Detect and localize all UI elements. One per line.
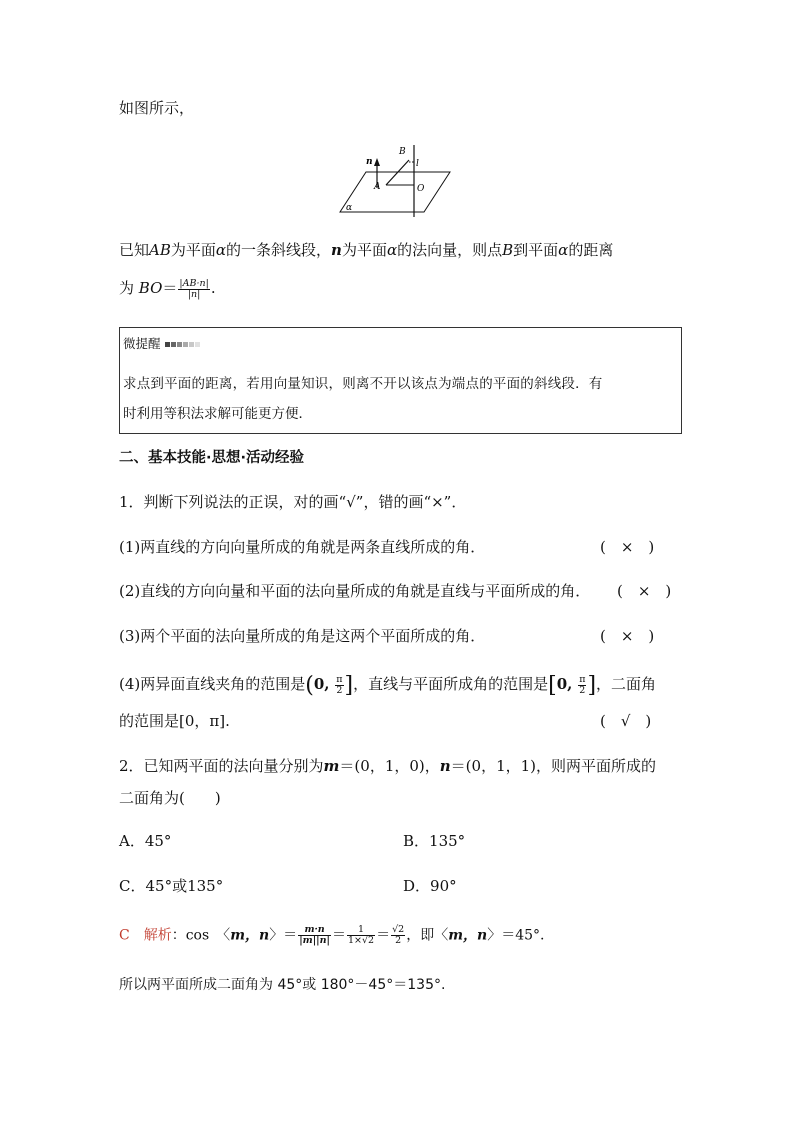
q2-option-c: C．45°或135° xyxy=(119,877,224,895)
q2-option-d: D．90° xyxy=(403,877,457,895)
q2-stem-line-1: 2．已知两平面的法向量分别为m＝(0，1，0)，n＝(0，1，1)，则两平面所成的 xyxy=(119,757,657,775)
label-O: O xyxy=(417,184,425,194)
q2-stem-line-2: 二面角为( ) xyxy=(119,789,221,807)
distance-fraction: $\frac{|AB\cdot n|}{|n|}$ xyxy=(179,277,209,300)
tip-dot xyxy=(195,342,200,347)
label-B: B xyxy=(399,147,406,157)
plane-alpha xyxy=(340,172,450,212)
tip-box xyxy=(119,327,682,434)
q1-answer-1: ( × ) xyxy=(600,538,655,556)
label-n: n xyxy=(366,157,373,167)
section-heading: 二、基本技能·思想·活动经验 xyxy=(119,450,305,466)
q1-answer-3: ( × ) xyxy=(600,627,655,645)
pi-over-2: $\frac{\pi}{2}$ xyxy=(579,673,586,696)
arrow-head xyxy=(374,158,380,166)
pi-over-2: $\frac{\pi}{2}$ xyxy=(336,673,343,696)
tip-dot xyxy=(165,342,170,347)
tip-title: 微提醒 xyxy=(123,334,201,352)
q1-item-4-line-2: 的范围是[0，π]. xyxy=(119,712,230,730)
label-l: l xyxy=(416,159,419,169)
solution-label: 解析 xyxy=(143,927,172,944)
plane-figure xyxy=(336,140,456,220)
q1-item-1: (1)两直线的方向向量所成的角就是两条直线所成的角． xyxy=(119,538,486,556)
definition-line-2: 为 BO＝ $\frac{|AB\cdot n|}{|n|}$ . xyxy=(119,277,216,300)
definition-line-1: 已知AB为平面α的一条斜线段，n为平面α的法向量，则点B到平面α的距离 xyxy=(119,241,614,259)
q1-answer-4: ( √ ) xyxy=(600,712,652,730)
label-alpha: α xyxy=(346,203,353,213)
q2-solution-line-1: C 解析：cos 〈m，n〉＝ $\frac{m\cdot n}{|m||n|}$ ＝ $\frac{1}{1\times√2}$ ＝ $\frac{√2}{2}$ ，即〈m，n〉＝45°. xyxy=(119,924,545,946)
tip-line-1: 求点到平面的距离，若用向量知识，则离不开以该点为端点的平面的斜线段．有 xyxy=(123,376,603,392)
tip-dot xyxy=(171,342,176,347)
tip-line-2: 时利用等积法求解可能更方便． xyxy=(123,406,312,422)
tip-dots xyxy=(165,336,201,351)
q2-option-a: A．45° xyxy=(119,832,172,850)
tip-dot xyxy=(189,342,194,347)
tip-dot xyxy=(183,342,188,347)
label-A: A xyxy=(374,182,381,192)
one-over-root2: $\frac{1}{1\times√2}$ xyxy=(347,924,375,946)
answer-letter: C xyxy=(119,927,130,944)
q1-item-3: (3)两个平面的法向量所成的角是这两个平面所成的角． xyxy=(119,627,486,645)
cos-fraction: $\frac{m\cdot n}{|m||n|}$ xyxy=(299,924,330,946)
q2-option-b: B．135° xyxy=(403,832,466,850)
q1-item-2: (2)直线的方向向量和平面的法向量所成的角就是直线与平面所成的角． xyxy=(119,582,591,600)
q1-answer-2: ( × ) xyxy=(617,582,672,600)
tip-dot xyxy=(177,342,182,347)
intro-text: 如图所示， xyxy=(119,99,195,117)
root2-over-2: $\frac{√2}{2}$ xyxy=(392,924,405,946)
q2-solution-line-2: 所以两平面所成二面角为 45°或 180°－45°＝135°. xyxy=(119,977,446,993)
q1-item-4-line-1: (4)两异面直线夹角的范围是(0, $\frac{\pi}{2}$ ]，直线与平面所成角的范围是[0, $\frac{\pi}{2}$ ]，二面角 xyxy=(119,673,657,698)
q1-stem: 1．判断下列说法的正误，对的画“√”，错的画“×”． xyxy=(119,493,467,511)
